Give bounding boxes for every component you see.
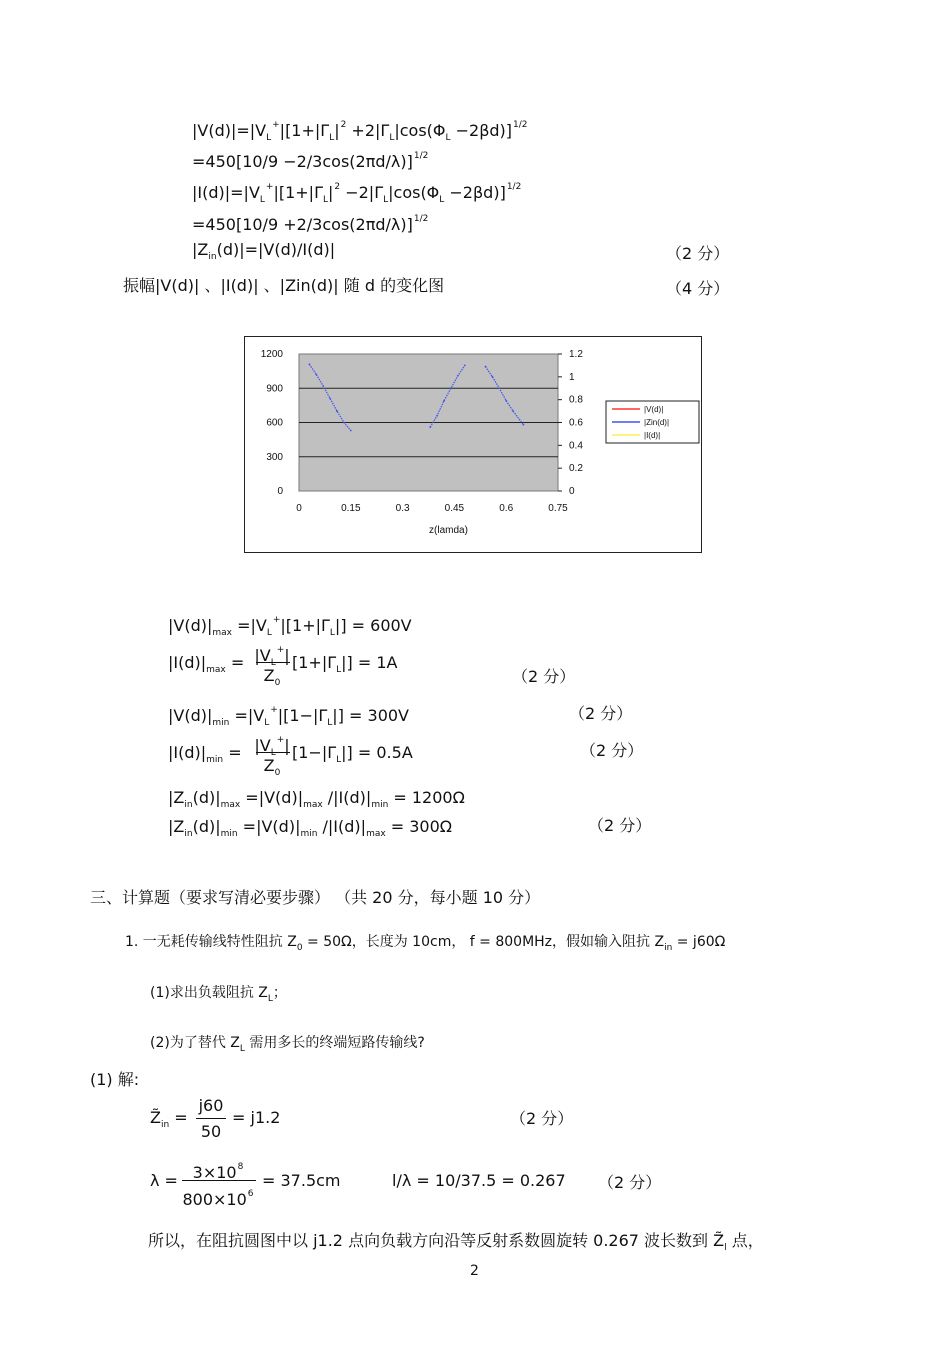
y-right-tick-label: 0 [569,486,575,497]
x-tick-label: 0.3 [395,503,410,514]
page-number: 2 [470,1263,479,1279]
y-left-tick-label: 300 [266,451,283,463]
x-tick-label: 0.15 [341,503,361,514]
eq-imax-rhs: $[1+|\Gamma_L|] = 1A$ [292,653,398,675]
eq-length-ratio: l/λ = 10/37.5 = 0.267 [392,1171,566,1190]
points-label: （2 分） [598,1173,662,1192]
data-point [322,385,324,387]
data-point [443,400,445,402]
data-point [343,422,345,424]
eq-zin-max: $|Z_{in}(d)|_{max} =|V(d)|_{max}$ $/|I(d)|_{min} = 1200\Omega$ [168,788,465,810]
amplitude-chart [244,336,702,553]
data-point [491,376,493,378]
x-tick-label: 0.6 [499,503,514,514]
eq-imin-numerator: $|V_L^+|$ [254,735,290,758]
y-right-tick-label: 1 [569,371,575,383]
fraction-bar [256,662,290,663]
conclusion-text: 所以，在阻抗圆图中以 j1.2 点向负载方向沿等反射系数圆旋转 0.267 波长数到 $Z̃_l$ 点， [148,1231,764,1253]
eq-imax-numerator: $|V_L^+|$ [254,645,290,668]
eq-current-amplitude: $|I(d)|=|V_L^+|[1+|\Gamma_L|^2 -2|\Gamma_L|\cos(\Phi_L -2\beta d)]^{1/2}$ [192,182,522,205]
question-1b: (2)为了替代 $Z_L$ 需用多长的终端短路传输线? [150,1035,425,1054]
eq-imin-lhs: $|I(d)|_{min}$ = [168,743,242,765]
data-point [336,410,338,412]
legend-label: |Zin(d)| [644,418,670,427]
data-point [512,410,514,412]
eq-impedance-amplitude: $|Z_{in}(d)|=|V(d)/I(d)|$ [192,240,336,262]
y-right-tick-label: 0.4 [569,440,583,452]
eq-imin-denominator: $Z_0$ [263,756,281,778]
eq-zin-numerator: j60 [198,1096,224,1115]
data-point [308,363,310,365]
points-label: （2 分） [580,741,644,760]
eq-imax-lhs: $|I(d)|_{max}$ = [168,653,245,675]
data-point [350,430,352,432]
eq-current-value: $=450[10/9 +2/3\cos(2\pi d/\lambda)]^{1/2}$ [192,214,429,234]
y-left-tick-label: 0 [277,486,283,497]
data-point [329,398,331,400]
fraction-bar [196,1118,226,1119]
y-left-tick-label: 600 [266,417,283,429]
y-right-tick-label: 0.2 [569,463,583,475]
legend-label: |V(d)| [644,405,664,414]
points-label: （2 分） [512,667,576,686]
data-point [523,424,525,426]
eq-vmax: $|V(d)|_{max} =|V_L^+|[1+|\Gamma_L|] = 600V$ [168,615,412,638]
points-label: （2 分） [569,704,633,723]
y-right-tick-label: 1.2 [569,349,583,360]
x-tick-label: 0.45 [444,503,465,514]
data-point [498,387,500,389]
data-point [464,365,466,367]
eq-zin-rhs: = j1.2 [232,1108,281,1127]
y-right-tick-label: 0.6 [569,417,583,429]
section-heading: 三、计算题（要求写清必要步骤） （共 20 分，每小题 10 分） [90,888,541,907]
data-point [429,426,431,428]
solution-label: (1) 解: [90,1070,140,1089]
fraction-bar [256,752,290,753]
eq-zin-denominator: 50 [200,1122,222,1141]
y-left-tick-label: 1200 [260,349,283,360]
eq-zin-norm-lhs: $Z̃_{in}$ = [150,1108,188,1130]
eq-imax-denominator: $Z_0$ [263,666,281,688]
question-1a: (1)求出负载阻抗 $Z_L$； [150,985,287,1004]
points-label: （2 分） [510,1109,574,1128]
x-tick-label: 0 [296,503,302,514]
eq-voltage-value: $=450[10/9 -2/3\cos(2\pi d/\lambda)]^{1/2}$ [192,151,429,171]
eq-lambda-numerator: $3\times 10^8$ [192,1162,244,1182]
data-point [505,400,507,402]
fraction-bar [182,1180,256,1181]
eq-lambda-denominator: $800\times 10^6$ [182,1189,254,1209]
eq-lambda-lhs: λ = [150,1171,178,1190]
data-point [315,374,317,376]
chart-canvas [245,337,703,554]
question-1: 1. 一无耗传输线特性阻抗 $Z_0 = 50\Omega$，长度为 10cm， f = 800MHz，假如输入阻抗 $Z_{in} = j60\Omega$ [125,934,726,953]
points-label: （2 分） [588,816,652,835]
eq-vmin: $|V(d)|_{min} =|V_L^+|[1-|\Gamma_L|] = 300V$ [168,705,409,728]
data-point [485,366,487,368]
points-label: （4 分） [666,279,730,298]
y-left-tick-label: 900 [266,383,283,395]
eq-voltage-amplitude: $|V(d)|=|V_L^+|[1+|\Gamma_L|^2 +2|\Gamma_L|\cos(\Phi_L -2\beta d)]^{1/2}$ [192,120,528,143]
y-right-tick-label: 0.8 [569,394,583,406]
points-label: （2 分） [666,244,730,263]
eq-imin-rhs: $[1-|\Gamma_L|] = 0.5A$ [292,743,413,765]
eq-zin-min: $|Z_{in}(d)|_{min} =|V(d)|_{min}$ $/|I(d)|_{max} = 300\Omega$ [168,817,453,839]
x-tick-label: 0.75 [548,503,568,514]
legend-label: |I(d)| [644,431,661,440]
figure-caption: 振幅|V(d)| 、|I(d)| 、|Zin(d)| 随 d 的变化图 [123,276,445,295]
eq-lambda-rhs: = 37.5cm [262,1171,341,1190]
x-axis-label: z(lamda) [429,525,468,536]
data-point [436,415,438,417]
data-point [450,387,452,389]
data-point [457,375,459,377]
